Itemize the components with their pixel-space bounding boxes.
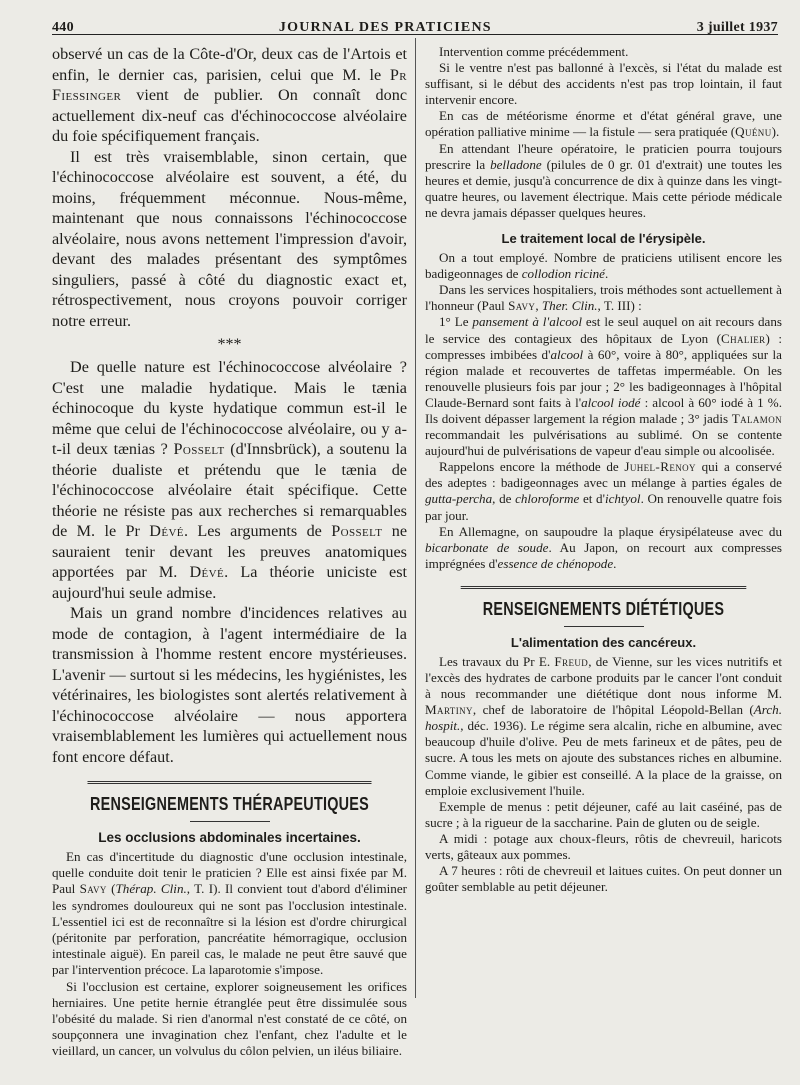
left-column <box>52 44 407 1060</box>
paragraph: 1° Le pansement à l'alcool est le seul auquel on ait recours dans le service des contagieux des hôpitaux de Lyon (Chalier) : compresses imbibées d'alcool à 60°, voire à 80°, appliquées sur la région malade et recouvertes de taffetas imperméable. On les renouvelle plusieurs fois par jour ; 2° les badigeonnages à l'hôpital Claude-Bernard sont faits à l'alcool iodé : alcool à 60° iodé à 1 %. Ils doivent dépasser largement la région malade ; 3° jadis Talamon recommandait les pulvérisations au sublimé. On se contente aujourd'hui de pulvérisations de vapeur d'eau simple ou alcoolisée. <box>425 314 782 459</box>
article-title: Le traitement local de l'érysipèle. <box>501 231 706 247</box>
section-heading-therapeutiques: RENSEIGNEMENTS THÉRAPEUTIQUES <box>88 781 372 815</box>
heading-rule <box>564 626 644 627</box>
article-title: L'alimentation des cancéreux. <box>510 634 697 650</box>
heading-rule <box>190 821 270 822</box>
article-title: Les occlusions abdominales incertaines. <box>98 830 361 845</box>
paragraph: A midi : potage aux choux-fleurs, rôtis de chevreuil, haricots verts, gâteaux aux pommes. <box>425 830 782 863</box>
issue-date: 3 juillet 1937 <box>696 20 778 35</box>
paragraph: observé un cas de la Côte-d'Or, deux cas de l'Artois et enfin, le dernier cas, parisien, celui que M. le Pr Fiessinger vient de publier. On connaît donc actuellement dix-neuf cas d'échinococcose alvéolaire du foie spécifiquement français. <box>52 45 407 145</box>
paragraph: En attendant l'heure opératoire, le praticien pourra toujours prescrire la belladone (pilules de 0 gr. 01 d'extrait) une toutes les heures et demie, jusqu'à concurrence de dix à quinze dans les vingt-quatre heures, ou lavement électrique. Mais cette période médicale ne devra jamais dépasser quelques heures. <box>425 140 782 220</box>
running-header <box>52 14 778 36</box>
paragraph: On a tout employé. Nombre de praticiens utilisent encore les badigeonnages de collodion riciné. <box>425 250 782 282</box>
paragraph: Exemple de menus : petit déjeuner, café au lait caséiné, pas de sucre ; à la rigueur de la saccharine. Pain de gluten ou de seigle. <box>425 798 782 830</box>
paragraph: Si l'occlusion est certaine, explorer soigneusement les orifices herniaires. Une petite hernie étranglée peut être dissimulée sous l'obésité du malade. Si rien d'anormal n'est constaté de ce côté, on soupçonnera une invagination chez l'enfant, chez l'adulte et le vieillard, un cancer, un volvulus du côlon pelvien, un iléus biliaire. <box>52 978 407 1059</box>
paragraph: En cas d'incertitude du diagnostic d'une occlusion intestinale, quelle conduite doit tenir le praticien ? Elle est ainsi fixée par M. Paul Savy (Thérap. Clin., T. I). Il convient tout d'abord d'éliminer les syndromes douloureux qui ne sont pas l'occlusion intestinale. L'essentiel ici est de reconnaître si la lésion est d'ordre chirurgical (péritonite par perforation, pancréatite hémorragique, occlusion intestinale aiguë). En pareil cas, le malade ne peut être sauvé que par l'intervention précoce. La laparotomie s'impose. <box>52 849 407 978</box>
section-heading-dietetiques: RENSEIGNEMENTS DIÉTÉTIQUES <box>461 586 747 620</box>
journal-title: JOURNAL DES PRATICIENS <box>278 20 492 35</box>
paragraph: Dans les services hospitaliers, trois méthodes sont actuellement à l'honneur (Paul Savy, Ther. Clin., T. III) : <box>425 282 782 314</box>
paragraph: A 7 heures : rôti de chevreuil et laitues cuites. On peut donner un goûter semblable au petit déjeuner. <box>425 863 782 895</box>
paragraph: Rappelons encore la méthode de Juhel-Renoy qui a conservé des adeptes : badigeonnages avec un mélange à parties égales de gutta-percha, de chloroforme et d'ichtyol. On renouvelle quatre fois par jour. <box>425 459 782 523</box>
article-body <box>52 849 407 1060</box>
paragraph: De quelle nature est l'échinococcose alvéolaire ? C'est une maladie hydatique. Mais le tænia échinocoque du kyste hydatique commun est-il le même que celui de l'échinococcose alvéolaire, ou y a-t-il deux tænias ? Posselt (d'Innsbrück), a soutenu la théorie dualiste et prétendu que le tænia de l'échinococcose alvéolaire était spécifique. Cette théorie ne résiste pas aux recherches si remarquables de M. le Pr Dévé. Les arguments de Posselt ne sauraient tenir devant les preuves anatomiques apportées par M. Dévé. La théorie uniciste est aujourd'hui seule admise. <box>52 358 407 602</box>
column-divider <box>415 38 416 998</box>
section-asterisks: *** <box>217 336 242 353</box>
paragraph: En Allemagne, on saupoudre la plaque érysipélateuse avec du bicarbonate de soude. Au Japon, on recourt aux compresses imprégnées d'essence de chénopode. <box>425 523 782 571</box>
page-number: 440 <box>52 20 74 35</box>
paragraph: Il est très vraisemblable, sinon certain, que l'échinococcose alvéolaire est souvent, a été, du moins, fréquemment méconnue. Nous-même, maintenant que nous connaissons l'échinococcose alvéolaire, nous avons nettement l'impression d'avoir, devant des malades présentant des symptômes singuliers, passé à côté du diagnostic exact et, rétrospectivement, nous croyons pouvoir corriger notre erreur. <box>52 147 407 330</box>
paragraph: Mais un grand nombre d'incidences relatives au mode de contagion, à l'agent intermédiaire de la transmission à l'homme restent encore mystérieuses. L'avenir — surtout si les médecins, les hygiénistes, les vétérinaires, les biologistes sont alertés relativement à l'échinococcose alvéolaire — nous apportera vraisemblablement les lumières qui actuellement nous font encore défaut. <box>52 604 407 766</box>
paragraph: Les travaux du Pr E. Freud, de Vienne, sur les vices nutritifs et l'excès des hydrates de carbone produits par le cancer l'ont conduit à nous recommander une diététique dont nous informe M. Martiny, chef de laboratoire de l'hôpital Léopold-Bellan (Arch. hospit., déc. 1936). Le régime sera alcalin, riche en albumine, avec beaucoup d'huile d'olive. Peu de mets farineux et de pâtes, peu de sucre. A tous les mets on ajoute des substances riches en albumine. Comme viande, le gibier est conseillé. A la place de la graisse, on emploie exclusivement l'huile. <box>425 653 782 798</box>
paragraph: Intervention comme précédemment. <box>439 44 629 59</box>
right-column <box>425 44 782 895</box>
paragraph: Si le ventre n'est pas ballonné à l'excès, si l'état du malade est suffisant, si le début des accidents n'est pas trop lointain, il faut intervenir encore. <box>425 60 782 108</box>
paragraph: En cas de météorisme énorme et d'état général grave, une opération palliative minime — la fistule — sera pratiquée (Quénu). <box>425 108 782 140</box>
header-rule <box>52 34 778 35</box>
